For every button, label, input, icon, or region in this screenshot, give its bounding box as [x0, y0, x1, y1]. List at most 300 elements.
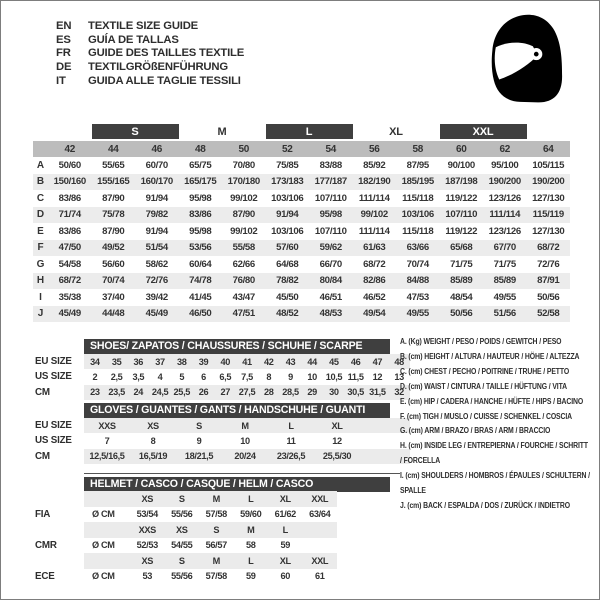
measurement-row-key: G [36, 258, 45, 270]
shoe-size-cell: 46 [350, 356, 361, 367]
measurement-cell: 190/200 [488, 176, 521, 188]
language-code: FR [56, 47, 71, 60]
measurement-cell: 91/94 [276, 209, 299, 221]
glove-size-cell: XS [147, 420, 159, 431]
shoe-size-cell: 26 [198, 387, 209, 398]
size-column-header: 62 [499, 143, 511, 155]
shoe-size-cell: 37 [155, 356, 165, 367]
measurement-cell: 84/88 [406, 275, 429, 287]
glove-size-cell: 10 [240, 435, 250, 446]
measurement-cell: 74/78 [189, 275, 212, 287]
measurement-cell: 83/88 [319, 159, 342, 171]
shoe-size-cell: 39 [198, 356, 209, 367]
measurement-row-key: B [36, 176, 45, 188]
language-title-list [56, 20, 244, 89]
legend-item: G. (cm) ARM / BRAZO / BRAS / ARM / BRACCIO [400, 425, 551, 436]
legend-item: A. (Kg) WEIGHT / PESO / POIDS / GEWITCH / PESO [400, 336, 562, 346]
measurement-cell: 46/52 [363, 291, 386, 303]
size-group-header-row [33, 124, 570, 141]
measurement-cell: 83/86 [58, 192, 81, 204]
measurement-cell: 72/76 [145, 275, 168, 287]
shoe-size-cell: 30 [329, 387, 339, 398]
helmet-value-cell: 59 [245, 571, 256, 582]
measurement-cell: 49/55 [406, 308, 429, 320]
helmet-size-cell: L [248, 493, 254, 504]
group-spacer [33, 124, 92, 141]
helmet-size-cell: S [178, 555, 185, 566]
measurement-cell: 170/180 [227, 176, 260, 188]
diameter-unit-label: Ø CM [92, 540, 115, 551]
measurement-cell: 115/118 [402, 225, 434, 237]
size-column-header: 50 [238, 143, 250, 155]
size-column-header-row [33, 141, 570, 157]
shoe-size-cell: 27,5 [238, 387, 256, 398]
shoe-size-cell: 34 [90, 356, 100, 367]
measurement-cell: 66/70 [319, 258, 342, 270]
measurement-cell: 107/110 [314, 225, 347, 237]
shoe-size-cell: 10 [307, 371, 317, 382]
size-column-header: 58 [412, 143, 424, 155]
measurement-row [33, 157, 570, 174]
shoe-size-cell: 48 [394, 356, 404, 367]
measurement-cell: 127/130 [532, 192, 565, 204]
measurement-legend [400, 334, 590, 513]
helmet-values [84, 538, 337, 554]
helmet-value-cell: 55/56 [171, 571, 193, 582]
measurement-cell: 53/56 [189, 242, 212, 254]
legend-item: B. (cm) HEIGHT / ALTURA / HAUTEUR / HÖHE / ALTEZZA [400, 350, 580, 361]
shoe-size-cell: 25,5 [173, 387, 191, 398]
size-column-header: 46 [151, 143, 163, 155]
legend-item: D. (cm) WAIST / CINTURA / TAILLE / HÜFTUNG / VITA [400, 380, 568, 391]
helmet-table-title: HELMET / CASCO / CASQUE / HELM / CASCO [84, 477, 390, 492]
helmet-size-cell: XXS [138, 524, 156, 535]
shoes-table-title: SHOES/ ZAPATOS / CHAUSSURES / SCHUHE / SCARPE [84, 339, 390, 354]
row-label: US SIZE [35, 371, 72, 383]
size-table-body [33, 157, 570, 322]
glove-size-values [84, 449, 410, 464]
helmet-size-cell: L [282, 524, 288, 535]
measurement-cell: 51/56 [493, 308, 516, 320]
language-row [56, 20, 244, 34]
shoe-size-cell: 7,5 [241, 371, 253, 382]
helmet-size-cell: M [247, 524, 255, 535]
measurement-row [33, 174, 570, 191]
measurement-row-key: H [36, 275, 45, 287]
measurement-row-key: C [36, 192, 45, 204]
legend-item: E. (cm) HIP / CADERA / HANCHE / HÜFTE / HIPS / BACINO [400, 395, 584, 406]
language-row [56, 75, 244, 89]
measurement-cell: 58/62 [145, 258, 168, 270]
measurement-cell: 111/114 [358, 192, 390, 204]
shoe-size-cell: 24 [133, 387, 144, 398]
measurement-cell: 49/54 [363, 308, 386, 320]
measurement-cell: 60/70 [145, 159, 168, 171]
shoe-size-cell: 2,5 [110, 371, 123, 382]
language-title: TEXTILGRÖßENFÜHRUNG [88, 61, 228, 74]
measurement-cell: 85/89 [450, 275, 473, 287]
measurement-cell: 39/42 [145, 291, 168, 303]
measurement-row [33, 190, 570, 207]
glove-size-cell: 11 [286, 435, 296, 446]
language-row [56, 47, 244, 61]
glove-size-cell: 20/24 [234, 451, 256, 462]
measurement-cell: 87/95 [406, 159, 429, 171]
shoe-size-cell: 5 [179, 371, 185, 382]
helmet-values-row [33, 507, 337, 523]
measurement-cell: 48/53 [319, 308, 342, 320]
shoe-size-cell: 11,5 [347, 371, 364, 382]
shoe-size-values [84, 354, 410, 369]
gloves-table-body [33, 418, 410, 464]
size-column-header: 52 [281, 143, 293, 155]
helmet-value-cell: 57/58 [205, 571, 227, 582]
glove-size-cell: 23/26,5 [276, 451, 306, 462]
measurement-cell: 190/200 [532, 176, 565, 188]
helmet-size-cell: M [212, 493, 220, 504]
shoe-size-cell: 6,5 [219, 371, 232, 382]
measurement-cell: 115/118 [402, 192, 434, 204]
shoe-size-cell: 4 [157, 371, 163, 382]
helmet-value-cell: 52/53 [136, 540, 158, 551]
measurement-cell: 65/68 [450, 242, 473, 254]
language-row [56, 61, 244, 75]
helmet-size-cell: XS [175, 524, 188, 535]
measurement-cell: 99/102 [360, 209, 388, 221]
measurement-cell: 55/58 [232, 242, 255, 254]
measurement-row-key: E [37, 225, 44, 237]
measurement-cell: 57/60 [276, 242, 299, 254]
shoe-size-row [33, 385, 410, 400]
shoe-size-values [84, 385, 410, 400]
helmet-standard-label: ECE [35, 570, 55, 582]
measurement-cell: 83/86 [189, 209, 212, 221]
shoe-size-cell: 35 [111, 356, 122, 367]
helmet-value-cell: 60 [280, 571, 291, 582]
measurement-cell: 103/106 [401, 209, 434, 221]
measurement-cell: 87/90 [102, 192, 125, 204]
measurement-cell: 103/106 [271, 225, 304, 237]
measurement-cell: 187/198 [445, 176, 478, 188]
helmet-value-cell: 61/62 [274, 509, 296, 520]
measurement-cell: 61/63 [363, 242, 386, 254]
measurement-cell: 80/84 [319, 275, 342, 287]
measurement-cell: 119/122 [445, 225, 478, 237]
measurement-cell: 37/40 [102, 291, 125, 303]
measurement-cell: 123/126 [488, 192, 521, 204]
helmet-sizes [84, 491, 337, 507]
helmet-value-cell: 58 [245, 540, 256, 551]
shoe-size-row [33, 354, 410, 369]
shoe-size-cell: 2 [92, 371, 98, 382]
measurement-cell: 87/90 [102, 225, 125, 237]
measurement-cell: 56/60 [102, 258, 125, 270]
measurement-cell: 47/53 [406, 291, 429, 303]
helmet-value-cell: 53 [142, 571, 153, 582]
language-code: ES [56, 33, 71, 46]
helmet-table-body [33, 491, 337, 584]
size-column-header: 56 [368, 143, 380, 155]
measurement-cell: 70/74 [102, 275, 125, 287]
legend-item: C. (cm) CHEST / PECHO / POITRINE / TRUHE / PETTO [400, 365, 570, 376]
glove-size-cell: 7 [104, 435, 110, 446]
glove-size-cell: 18/21,5 [184, 451, 214, 462]
glove-size-cell: XL [331, 420, 343, 431]
helmet-values-row [33, 538, 337, 554]
helmet-size-cell: S [213, 524, 220, 535]
language-code: DE [56, 61, 72, 74]
glove-size-row [33, 449, 410, 464]
shoe-size-cell: 23,5 [108, 387, 125, 398]
measurement-cell: 185/195 [401, 176, 434, 188]
measurement-cell: 160/170 [140, 176, 173, 188]
measurement-cell: 60/64 [189, 258, 212, 270]
measurement-row [33, 256, 570, 273]
row-label: EU SIZE [35, 420, 72, 432]
measurement-cell: 49/52 [102, 242, 125, 254]
helmet-size-cell: XL [279, 493, 291, 504]
language-title: TEXTILE SIZE GUIDE [88, 20, 199, 32]
glove-size-cell: 12 [332, 435, 342, 446]
measurement-row-key: J [37, 308, 44, 320]
size-group-xxl: XXL [440, 124, 527, 139]
measurement-row-key: F [37, 242, 44, 254]
size-group-l: L [266, 124, 353, 139]
language-title: GUIDE DES TAILLES TEXTILE [88, 47, 245, 60]
measurement-cell: 119/122 [445, 192, 478, 204]
row-label [33, 553, 84, 569]
size-column-header: 54 [325, 143, 337, 155]
gloves-table-title: GLOVES / GUANTES / GANTS / HANDSCHUHE / GUANTI [84, 403, 390, 418]
measurement-row-key: D [36, 209, 45, 221]
measurement-cell: 68/72 [363, 258, 386, 270]
helmet-value-cell: 56/57 [205, 540, 227, 551]
measurement-cell: 54/58 [58, 258, 81, 270]
helmet-size-cell: XXL [311, 493, 329, 504]
measurement-cell: 47/50 [58, 242, 81, 254]
glove-size-cell: 25,5/30 [322, 451, 352, 462]
shoe-size-cell: 28 [263, 387, 274, 398]
helmet-size-cell: XS [141, 493, 154, 504]
measurement-cell: 91/94 [145, 225, 168, 237]
measurement-cell: 85/92 [363, 159, 386, 171]
measurement-cell: 71/74 [58, 209, 81, 221]
measurement-cell: 43/47 [232, 291, 255, 303]
measurement-row-key: A [36, 159, 45, 171]
measurement-cell: 78/82 [276, 275, 299, 287]
shoe-size-cell: 23 [90, 387, 100, 398]
shoe-size-cell: 10,5 [325, 371, 343, 382]
helmet-values [84, 569, 337, 585]
measurement-cell: 49/55 [493, 291, 516, 303]
helmet-sizes-row [33, 522, 337, 538]
measurement-cell: 50/56 [537, 291, 560, 303]
row-label [33, 491, 84, 507]
size-group-m: M [217, 125, 227, 138]
measurement-cell: 87/91 [537, 275, 560, 287]
measurement-cell: 107/110 [445, 209, 478, 221]
measurement-cell: 111/114 [489, 209, 521, 221]
measurement-cell: 62/66 [232, 258, 255, 270]
measurement-cell: 35/38 [58, 291, 81, 303]
measurement-cell: 182/190 [358, 176, 391, 188]
measurement-cell: 95/98 [319, 209, 342, 221]
measurement-cell: 150/160 [53, 176, 86, 188]
measurement-cell: 82/86 [363, 275, 386, 287]
glove-size-row [33, 433, 410, 448]
measurement-cell: 165/175 [184, 176, 217, 188]
language-title: GUIDA ALLE TAGLIE TESSILI [88, 74, 241, 87]
measurement-cell: 70/74 [406, 258, 429, 270]
measurement-cell: 47/51 [232, 308, 255, 320]
helmet-sizes-row [33, 553, 337, 569]
glove-size-cell: S [196, 420, 202, 431]
helmet-standard-label: FIA [35, 508, 51, 520]
measurement-cell: 59/62 [319, 242, 342, 254]
measurement-cell: 52/58 [537, 308, 560, 320]
measurement-cell: 127/130 [532, 225, 565, 237]
measurement-cell: 50/56 [450, 308, 473, 320]
legend-item: H. (cm) INSIDE LEG / ENTREPIERNA / FOURCHE / SCHRITT / FORCELLA [400, 440, 588, 466]
helmet-values [84, 507, 337, 523]
measurement-cell: 41/45 [189, 291, 212, 303]
size-column-header: 44 [107, 143, 119, 155]
shoe-size-cell: 31,5 [369, 387, 386, 398]
language-code: EN [56, 20, 72, 32]
shoe-size-cell: 29 [307, 387, 317, 398]
helmet-sizes [84, 522, 337, 538]
measurement-cell: 173/183 [271, 176, 304, 188]
shoe-size-cell: 8 [266, 371, 272, 382]
row-label [33, 522, 84, 538]
measurement-cell: 48/52 [276, 308, 299, 320]
glove-size-cell: 8 [150, 435, 156, 446]
helmet-standard-label: CMR [35, 539, 57, 551]
measurement-row [33, 207, 570, 224]
shoe-size-cell: 44 [307, 356, 317, 367]
size-column-header: 64 [542, 143, 554, 155]
size-group-xl: XL [389, 125, 403, 138]
row-label: EU SIZE [35, 356, 72, 368]
legend-item: F. (cm) TIGH / MUSLO / CUISSE / SCHENKEL / COSCIA [400, 410, 572, 421]
section-divider-line [84, 473, 400, 474]
measurement-cell: 68/72 [537, 242, 560, 254]
diameter-unit-label: Ø CM [92, 571, 115, 582]
measurement-cell: 95/98 [189, 225, 212, 237]
glove-size-values [84, 418, 410, 433]
glove-size-cell: XXS [98, 420, 116, 431]
shoe-size-row [33, 369, 410, 384]
row-label: CM [35, 450, 50, 462]
helmet-value-cell: 55/56 [171, 509, 193, 520]
shoe-size-cell: 27 [220, 387, 231, 398]
helmet-size-cell: XL [279, 555, 291, 566]
size-column-header: 42 [64, 143, 76, 155]
shoe-size-cell: 38 [177, 356, 187, 367]
shoe-size-cell: 36 [133, 356, 144, 367]
shoe-size-cell: 13 [394, 371, 404, 382]
helmet-value-cell: 61 [314, 571, 325, 582]
shoe-size-cell: 12 [372, 371, 383, 382]
measurement-cell: 55/65 [102, 159, 125, 171]
measurement-cell: 63/66 [406, 242, 429, 254]
measurement-cell: 115/119 [532, 209, 564, 221]
measurement-row [33, 306, 570, 323]
shoe-size-cell: 43 [285, 356, 296, 367]
measurement-cell: 99/102 [230, 225, 258, 237]
measurement-cell: 177/187 [314, 176, 347, 188]
shoe-size-cell: 45 [329, 356, 339, 367]
shoe-size-cell: 47 [372, 356, 383, 367]
helmet-value-cell: 57/58 [205, 509, 227, 520]
helmet-size-cell: S [178, 493, 185, 504]
textile-size-table [33, 124, 570, 322]
measurement-row [33, 240, 570, 257]
helmet-value-cell: 59 [280, 540, 291, 551]
helmet-value-cell: 54/55 [171, 540, 193, 551]
helmet-sizes [84, 553, 337, 569]
shoe-size-values [84, 369, 410, 384]
measurement-cell: 95/100 [491, 159, 519, 171]
shoe-size-cell: 41 [242, 356, 252, 367]
shoes-table-body [33, 354, 410, 400]
measurement-cell: 68/72 [58, 275, 81, 287]
shoe-size-cell: 24,5 [151, 387, 169, 398]
measurement-cell: 79/82 [145, 209, 168, 221]
measurement-cell: 48/54 [450, 291, 473, 303]
measurement-cell: 65/75 [189, 159, 212, 171]
measurement-cell: 64/68 [276, 258, 299, 270]
measurement-cell: 71/75 [450, 258, 473, 270]
measurement-cell: 51/54 [145, 242, 168, 254]
glove-size-cell: 16,5/19 [138, 451, 168, 462]
glove-size-cell: M [241, 420, 249, 431]
measurement-cell: 107/110 [314, 192, 347, 204]
helmet-size-cell: M [212, 555, 220, 566]
glove-size-values [84, 433, 410, 448]
measurement-cell: 123/126 [488, 225, 521, 237]
size-column-header: 60 [455, 143, 467, 155]
measurement-cell: 83/86 [58, 225, 81, 237]
measurement-cell: 99/102 [230, 192, 258, 204]
measurement-cell: 155/165 [97, 176, 130, 188]
measurement-cell: 71/75 [493, 258, 516, 270]
measurement-cell: 95/98 [189, 192, 212, 204]
measurement-cell: 87/90 [232, 209, 255, 221]
size-group-s: S [92, 124, 179, 139]
measurement-cell: 70/80 [232, 159, 255, 171]
shoe-size-cell: 32 [394, 387, 404, 398]
measurement-cell: 46/51 [319, 291, 342, 303]
measurement-cell: 67/70 [493, 242, 516, 254]
helmet-values-row [33, 569, 337, 585]
glove-size-row [33, 418, 410, 433]
glove-size-cell: L [288, 420, 294, 431]
measurement-row [33, 273, 570, 290]
row-label: CM [35, 386, 50, 398]
measurement-cell: 45/49 [58, 308, 81, 320]
size-column-header: 48 [194, 143, 206, 155]
measurement-cell: 91/94 [145, 192, 168, 204]
row-label: US SIZE [35, 435, 72, 447]
helmet-value-cell: 59/60 [240, 509, 262, 520]
helmet-value-cell: 53/54 [136, 509, 158, 520]
legend-item: J. (cm) BACK / ESPALDA / DOS / ZURÜCK / INDIETRO [400, 499, 570, 510]
measurement-cell: 72/76 [537, 258, 560, 270]
shoe-size-cell: 6 [201, 371, 206, 382]
measurement-cell: 45/50 [276, 291, 299, 303]
language-row [56, 34, 244, 48]
